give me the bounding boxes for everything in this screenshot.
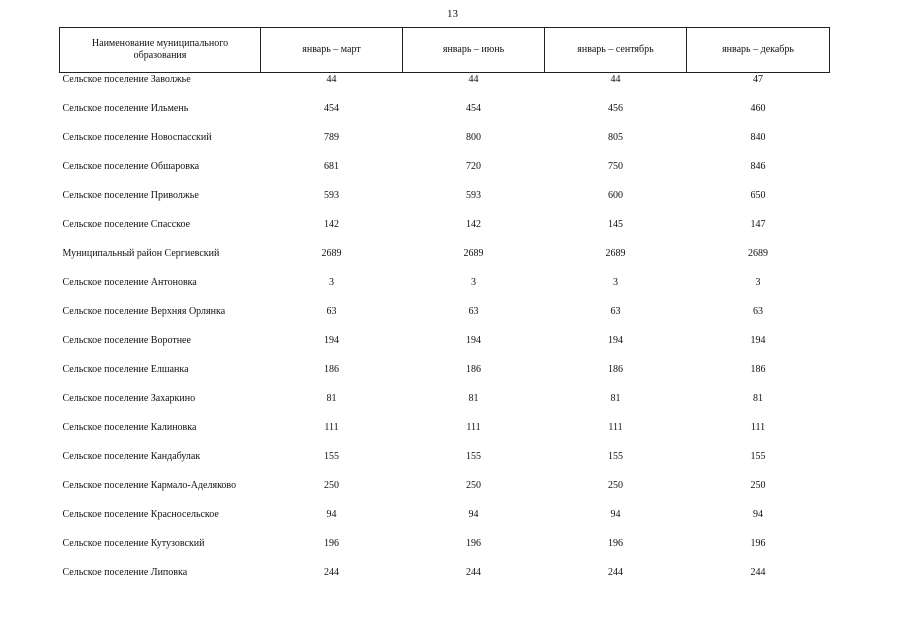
- table-body: [60, 73, 830, 597]
- row-value: 454: [324, 103, 339, 114]
- row-value: 789: [324, 132, 339, 143]
- row-value: 250: [608, 480, 623, 491]
- row-value: 244: [750, 567, 766, 578]
- row-name: Сельское поселение Обшаровка: [62, 161, 200, 172]
- row-value: 47: [753, 74, 763, 85]
- row-value: 3: [613, 277, 618, 288]
- row-name: Сельское поселение Верхняя Орлянка: [62, 306, 226, 317]
- row-value: 750: [608, 161, 623, 172]
- row-value: 142: [466, 219, 481, 230]
- row-value: 681: [324, 161, 339, 172]
- row-value: 196: [750, 538, 766, 549]
- row-name: Сельское поселение Липовка: [62, 567, 188, 578]
- row-value: 720: [466, 161, 481, 172]
- table-row: [60, 103, 830, 132]
- row-value: 81: [326, 393, 337, 404]
- row-name: Сельское поселение Кармало-Аделяково: [62, 480, 237, 491]
- table-row: [60, 132, 830, 161]
- row-name: Сельское поселение Воротнее: [62, 335, 191, 346]
- row-value: 94: [326, 509, 337, 520]
- row-name: Муниципальный район Сергиевский: [62, 248, 220, 259]
- row-value: 244: [466, 567, 481, 578]
- table-row: [60, 480, 830, 509]
- row-name: Сельское поселение Красносельское: [62, 509, 219, 520]
- row-value: 194: [750, 335, 766, 346]
- row-value: 2689: [321, 248, 342, 259]
- row-value: 111: [466, 422, 481, 433]
- row-value: 44: [610, 74, 621, 85]
- row-value: 3: [755, 277, 761, 288]
- row-name: Сельское поселение Кандабулак: [62, 451, 201, 462]
- row-value: 186: [608, 364, 623, 375]
- table-row: [60, 509, 830, 538]
- table-row: [60, 161, 830, 190]
- row-value: 81: [468, 393, 479, 404]
- row-value: 44: [468, 74, 479, 85]
- table-row: [60, 190, 830, 219]
- header-period-9m: январь – сентябрь: [545, 28, 687, 73]
- row-name: Сельское поселение Калиновка: [62, 422, 197, 433]
- row-value: 142: [324, 219, 339, 230]
- row-value: 194: [608, 335, 623, 346]
- row-value: 194: [466, 335, 481, 346]
- row-value: 3: [329, 277, 334, 288]
- header-name-column: Наименование муниципального образования: [60, 28, 261, 73]
- row-value: 650: [750, 190, 766, 201]
- header-period-q1: январь – март: [261, 28, 403, 73]
- row-name: Сельское поселение Кутузовский: [62, 538, 205, 549]
- row-value: 81: [610, 393, 621, 404]
- row-value: 186: [324, 364, 339, 375]
- row-value: 454: [466, 103, 481, 114]
- row-value: 250: [466, 480, 481, 491]
- row-value: 145: [608, 219, 623, 230]
- table-row: [60, 451, 830, 480]
- table-row: [60, 335, 830, 364]
- row-value: 186: [750, 364, 766, 375]
- row-value: 196: [466, 538, 481, 549]
- table-row: [60, 73, 830, 104]
- row-value: 155: [466, 451, 481, 462]
- row-value: 155: [750, 451, 766, 462]
- table-row: [60, 393, 830, 422]
- row-value: 3: [471, 277, 476, 288]
- table-row: [60, 306, 830, 335]
- row-value: 805: [608, 132, 623, 143]
- row-value: 111: [750, 422, 766, 433]
- row-name: Сельское поселение Антоновка: [62, 277, 197, 288]
- table-header-row: [60, 28, 830, 73]
- row-value: 2689: [463, 248, 484, 259]
- row-value: 147: [750, 219, 766, 230]
- row-value: 244: [608, 567, 623, 578]
- page-number: 13: [447, 8, 458, 20]
- row-value: 846: [750, 161, 766, 172]
- row-value: 94: [753, 509, 763, 520]
- row-name: Сельское поселение Новоспасский: [62, 132, 212, 143]
- row-value: 800: [466, 132, 481, 143]
- row-value: 111: [324, 422, 339, 433]
- row-value: 593: [466, 190, 481, 201]
- row-value: 196: [324, 538, 339, 549]
- row-value: 194: [324, 335, 339, 346]
- table-row: [60, 538, 830, 567]
- row-value: 155: [608, 451, 623, 462]
- row-value: 186: [466, 364, 481, 375]
- row-value: 63: [753, 306, 763, 317]
- row-name: Сельское поселение Заволжье: [62, 74, 191, 85]
- table-header: [60, 28, 830, 73]
- table-row: [60, 567, 830, 596]
- row-value: 196: [608, 538, 623, 549]
- row-value: 94: [468, 509, 479, 520]
- row-value: 840: [750, 132, 766, 143]
- table-row: [60, 219, 830, 248]
- row-name: Сельское поселение Приволжье: [62, 190, 199, 201]
- row-value: 155: [324, 451, 339, 462]
- row-name: Сельское поселение Ильмень: [62, 103, 189, 114]
- row-value: 460: [750, 103, 766, 114]
- row-value: 44: [326, 74, 337, 85]
- header-period-year: январь – декабрь: [687, 28, 830, 73]
- row-name: Сельское поселение Захаркино: [62, 393, 196, 404]
- row-value: 2689: [748, 248, 768, 259]
- table-row: [60, 422, 830, 451]
- header-period-h1: январь – июнь: [403, 28, 545, 73]
- row-value: 63: [468, 306, 479, 317]
- row-value: 63: [326, 306, 337, 317]
- row-value: 81: [753, 393, 763, 404]
- row-value: 63: [610, 306, 621, 317]
- row-value: 250: [324, 480, 339, 491]
- row-value: 94: [610, 509, 621, 520]
- row-value: 593: [324, 190, 339, 201]
- row-name: Сельское поселение Спасское: [62, 219, 191, 230]
- row-value: 111: [608, 422, 623, 433]
- table-row: [60, 277, 830, 306]
- table-row: [60, 248, 830, 277]
- row-value: 456: [608, 103, 623, 114]
- row-name: Сельское поселение Елшанка: [62, 364, 189, 375]
- row-value: 244: [324, 567, 339, 578]
- data-table: [59, 27, 830, 596]
- row-value: 600: [608, 190, 623, 201]
- row-value: 250: [750, 480, 766, 491]
- table-row: [60, 364, 830, 393]
- row-value: 2689: [605, 248, 626, 259]
